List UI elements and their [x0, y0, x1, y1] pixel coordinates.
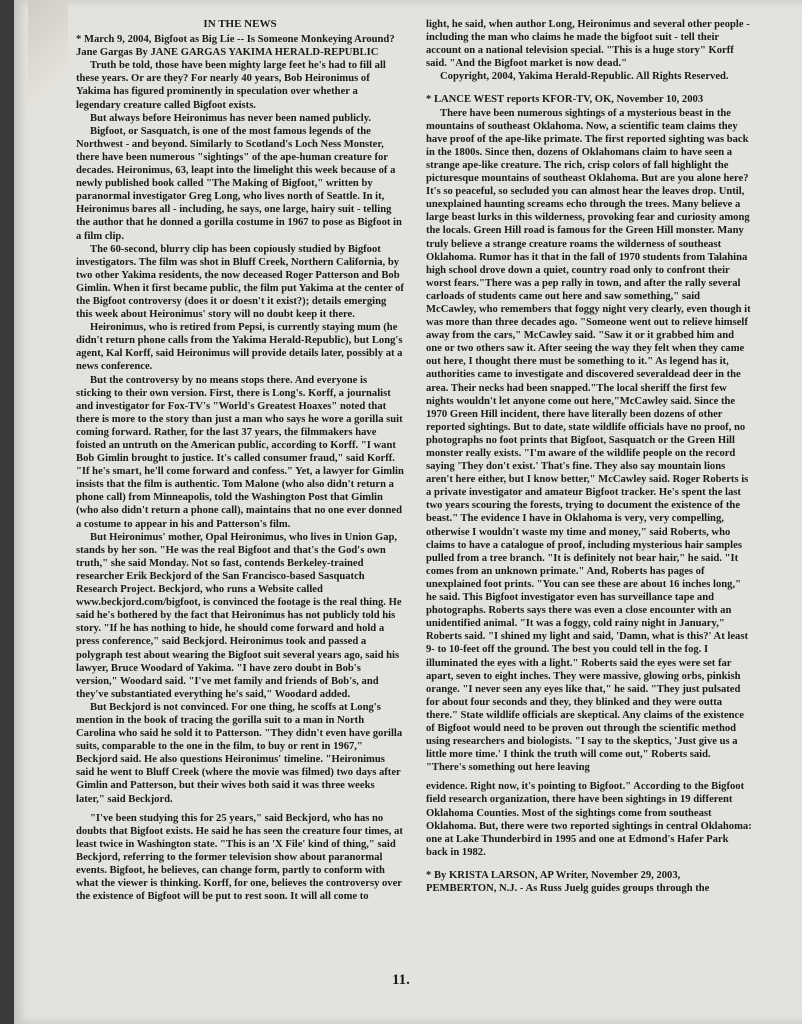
right-column — [426, 18, 752, 895]
section-heading: IN THE NEWS — [203, 18, 277, 30]
page-fold-shadow — [28, 0, 68, 120]
article-paragraph: "I've been studying this for 25 years," said Beckjord, who has no doubts that Bigfoot exists. He said he has seen the creature four times, at least twice in Washington state. "This is an 'X File' kind of thing," said Beckjord, referring to the former television show about paranormal events. Bigfoot, he believes, can change form, partly to conform with what the viewer is thinking. Korff, for one, believes the controversy over the existence of Bigfoot will be put to rest soon. It will all come to — [76, 812, 403, 903]
article-paragraph: evidence. Right now, it's pointing to Bigfoot." According to the Bigfoot field research organization, there have been sightings in 19 different Oklahoma Counties. Most of the sightings come from southeast Oklahoma. But, there were two reported sightings in central Oklahoma: one at Lake Thunderbird in 1995 and one at Edmond's Hafer Park back in 1982. — [426, 781, 752, 858]
article-paragraph: But Heironimus' mother, Opal Heironimus, who lives in Union Gap, stands by her son. "He was the real Bigfoot and that's the God's own truth," she said Monday. Not so fast, contends Berkeley-trained researcher Erik Beckjord of the San Francisco-based Sasquatch Research Project. Beckjord, who runs a Website called www.beckjord.com/bigfoot, is convinced the footage is the real thing. He said he's bothered by the fact that Heironimus has not publicly told his story. "If he has nothing to hide, he should come forward and hold a press conference," said Beckjord. Heironimus took and passed a polygraph test about wearing the Bigfoot suit several years ago, said his lawyer, Bruce Woodard of Yakima. "I have zero doubt in Bob's version," Woodard said. "I've met family and friends of Bob's, and they've substantiated everything he's said," Woodard added. — [76, 531, 402, 700]
article-headline: * March 9, 2004, Bigfoot as Big Lie -- Is Someone Monkeying Around? Jane Gargas By JANE GARGAS YAKIMA HERALD-REPUBLIC — [76, 34, 395, 59]
article-paragraph: But the controversy by no means stops there. And everyone is sticking to their own version. First, there is Long's. Korff, a journalist and investigator for Fox-TV's "World's Greatest Hoaxes" noted that there is more to the story than just a man who says he wore a gorilla suit coming forward. Rather, for the last 37 years, the filmmakers have foisted an untruth on the American public, according to Korff. "I want Bob Gimlin brought to justice. It's called consumer fraud," said Korff. "If he's smart, he'll come forward and confess." Yet, a lawyer for Gimlin insists that the film is authentic. Tom Malone (who also didn't return a phone call) from Minneapolis, told the Washington Post that Gimlin (who also didn't return a phone call), maintains that no one ever donned a costume to appear in his and Patterson's film. — [76, 374, 404, 530]
article-paragraph: The 60-second, blurry clip has been copiously studied by Bigfoot investigators. The film was shot in Bluff Creek, Northern California, by two other Yakima residents, the now deceased Roger Patterson and Bob Gimlin. When it first became public, the film put Yakima at the center of the Bigfoot controversy (does it or doesn't it exist?); details emerging this week about Heironimus' story will no doubt keep it there. — [76, 243, 404, 321]
copyright-line: Copyright, 2004, Yakima Herald-Republic. All Rights Reserved. — [440, 71, 729, 83]
article-paragraph: But Beckjord is not convinced. For one thing, he scoffs at Long's mention in the book of tracing the gorilla suit to a man in North Carolina who said he sold it to Patterson. "They didn't even have gorilla suits, comparable to the one in the film, to buy or rent in 1967," Beckjord said. He also questions Heironimus' timeline. "Heironimus said he went to Bluff Creek (where the movie was filmed) two days after Gimlin and Patterson, but their wives both said it was three weeks later," said Beckjord. — [76, 701, 403, 805]
article-paragraph: But always before Heironimus has never been named publicly. — [90, 112, 372, 124]
article-paragraph: Heironimus, who is retired from Pepsi, is currently staying mum (he didn't return phone calls from the Yakima Herald-Republic), but Long's agent, Kal Korff, said Heironimus will provide details later, possibly at a news conference. — [76, 322, 403, 373]
page-number: 11. — [392, 972, 410, 988]
article-headline: * LANCE WEST reports KFOR-TV, OK, November 10, 2003 — [426, 94, 704, 106]
article-paragraph: There have been numerous sightings of a mysterious beast in the mountains of southeast Oklahoma. Now, a scientific team claims they have proof of the ape-like primate. The first reported sighting was back in the 1800s. Since then, dozens of Oklahomans claim to have seen a strange ape-like creature. The rich, crisp colors of fall highlight the picturesque mountains of southeast Oklahoma. But are you alone here? It's so peaceful, so secluded you can almost hear the leaves drop. Until, unexplained haunting screams echo through the trees. Many believe a large beast lurks in this wilderness, provoking fear and curiosity among the locals. Green Hill road is famous for the Green Hill monster. Many truly believe a strange creature roams the wilderness of southeast Oklahoma. Rumor has it that in the fall of 1970 students from Talahina high school drove down a quiet, country road only to confront their worst fears."There was a pep rally in town, and after the rally several carloads of students came out here and saw something," said McCawley, who remembers that foggy night very clearly, even though it was more than three decades ago. "Someone went out to relieve himself away from the cars," McCawley said. "Saw it or it grabbed him and one or two others saw it. After seeing the way they felt when they came out here, I thought there must be something to it." As legend has it, authorities came to investigate and discovered severaldead deer in the area. Their necks had been snapped."The local sheriff the first few nights wouldn't let anyone come out here,"McCawley said. Since the 1970 Green Hill incident, there have literally been dozens of other reported sightings. But to date, state wildlife officials have no proof, no photographs no foot prints that Bigfoot, Sasquatch or the Green Hill monster really exists. "I'm aware of the wildlife people on the record saying 'They don't exist.' That's fine. They also say mountain lions aren't here either, but I know better," McCawley said. Roger Roberts is a private investigator and amateur Bigfoot tracker. He's spent the last two years scouring the forests, trying to document the existence of the beast." The evidence I have in Oklahoma is very, very compelling, otherwise I wouldn't waste my time and money," said Roberts, who claims to have a catalogue of proof, including mysterious hair samples pulled from a tree branch. "It is definitely not bear hair," he said. "It comes from an unknown primate." And, Roberts has pages of unexplained foot prints. "You can see these are about 16 inches long," he said. This Bigfoot investigator even has surveillance tape and photographs. Roberts says there was even a close encounter with an unidentified animal. "It was a foggy, cold rainy night in January," Roberts said. "I shined my light and said, 'Damn, what is this?' At least 9- to 10-feet off the ground. The best you could tell in the fog. I illuminated the eyes with a light." Roberts said the eyes were set far apart, seven to eight inches. They were massive, glowing orbs, pinkish orange. "I never seen any eyes like that," he said. "They just pulsated for about four seconds and they, they blinked and they were outta there." State wildlife officials are skeptical. Any claims of the existence of Bigfoot would need to be proven out through the scientific method using researchers and biologists. "I say to the skeptics, 'Just give us a little more time.' I think the truth will come out," Roberts said. "There's something out here leaving — [426, 107, 751, 774]
article-paragraph: light, he said, when author Long, Heironimus and several other people - including the man who claims he made the bigfoot suit - tell their account on a national television special. "This is a huge story" Korff said. "And the Bigfoot market is now dead." — [426, 19, 750, 70]
article-headline: * By KRISTA LARSON, AP Writer, November 29, 2003, PEMBERTON, N.J. - As Russ Juelg guides groups through the — [426, 869, 710, 894]
newsletter-page — [14, 0, 802, 1024]
article-paragraph: Bigfoot, or Sasquatch, is one of the most famous legends of the Northwest - and beyond. Similarly to Scotland's Loch Ness Monster, there have been numerous "sightings" of the ape-human creature for decades. Heironimus, 63, leapt into the limelight this week because of a newly published book called "The Making of Bigfoot," written by paranormal investigator Greg Long, who lives north of Seattle. In it, Heironimus bares all - including, he says, one large, hairy suit - telling the author that he donned a gorilla costume in 1967 to pose as Bigfoot in a film clip. — [76, 125, 402, 242]
left-column — [76, 18, 404, 903]
article-paragraph: Truth be told, those have been mighty large feet he's had to fill all these years. Or are they? For nearly 40 years, Bob Heironimus of Yakima has figured prominently in speculation over whether a legendary creature called Bigfoot exists. — [76, 60, 386, 111]
